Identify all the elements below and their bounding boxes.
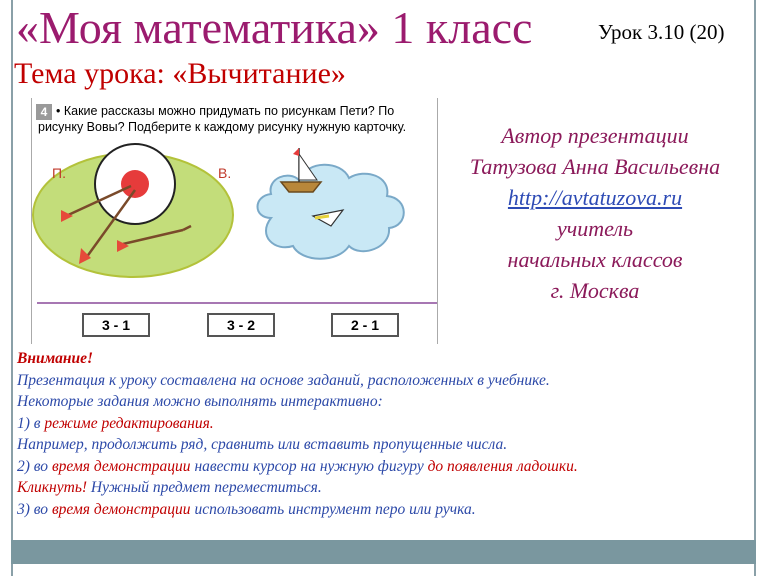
answer-card-3[interactable]: 2 - 1 — [331, 313, 399, 337]
author-name: Татузова Анна Васильевна — [469, 154, 721, 179]
edit-mode-text: режиме редактирования. — [44, 414, 214, 432]
author-role-2: начальных классов — [507, 247, 683, 272]
author-block — [440, 120, 750, 306]
author-role: учитель — [557, 216, 633, 241]
note-line-6: Кликнуть! Нужный предмет переместиться. — [17, 479, 322, 496]
bottom-bar — [11, 540, 756, 564]
instructions-block — [17, 348, 752, 520]
lesson-number: Урок 3.10 (20) — [598, 20, 725, 44]
author-city: г. Москва — [550, 278, 640, 303]
slide-title: «Моя математика» 1 класс — [16, 2, 533, 53]
demo-mode-text-2: время демонстрации — [51, 500, 191, 518]
note-line-4: Например, продолжить ряд, сравнить или вставить пропущенные числа. — [17, 436, 508, 453]
frame-left — [11, 0, 13, 576]
attention-heading: Внимание! — [17, 350, 94, 367]
task-question — [38, 103, 433, 135]
hand-cursor-text: до появления ладошки. — [427, 457, 578, 475]
author-heading: Автор презентации — [501, 123, 689, 148]
note-line-3: 1) в режиме редактирования. — [17, 414, 214, 432]
label-vova: В. — [218, 165, 232, 181]
answer-card-2[interactable]: 3 - 2 — [207, 313, 275, 337]
note-line-7: 3) во время демонстрации использовать инструмент перо или ручка. — [17, 500, 476, 518]
answer-card-1[interactable]: 3 - 1 — [82, 313, 150, 337]
note-line-1: Презентация к уроку составлена на основе заданий, расположенных в учебнике. — [17, 371, 550, 389]
author-website-link[interactable]: http://avtatuzova.ru — [507, 185, 683, 210]
task-question-text: • Какие рассказы можно придумать по рисункам Пети? По рисунку Вовы? Подберите к каждому рисунку нужную карточку. — [38, 104, 407, 134]
note-line-5: 2) во время демонстрации навести курсор на нужную фигуру до появления ладошки. — [17, 457, 578, 475]
note-line-2: Некоторые задания можно выполнять интерактивно: — [17, 393, 383, 410]
frame-right — [754, 0, 756, 576]
label-petya: П. — [52, 165, 66, 181]
lesson-topic: Тема урока: «Вычитание» — [14, 57, 346, 90]
task-number: 4 — [36, 104, 52, 120]
click-text: Кликнуть! — [17, 479, 88, 496]
demo-mode-text: время демонстрации — [51, 457, 191, 475]
